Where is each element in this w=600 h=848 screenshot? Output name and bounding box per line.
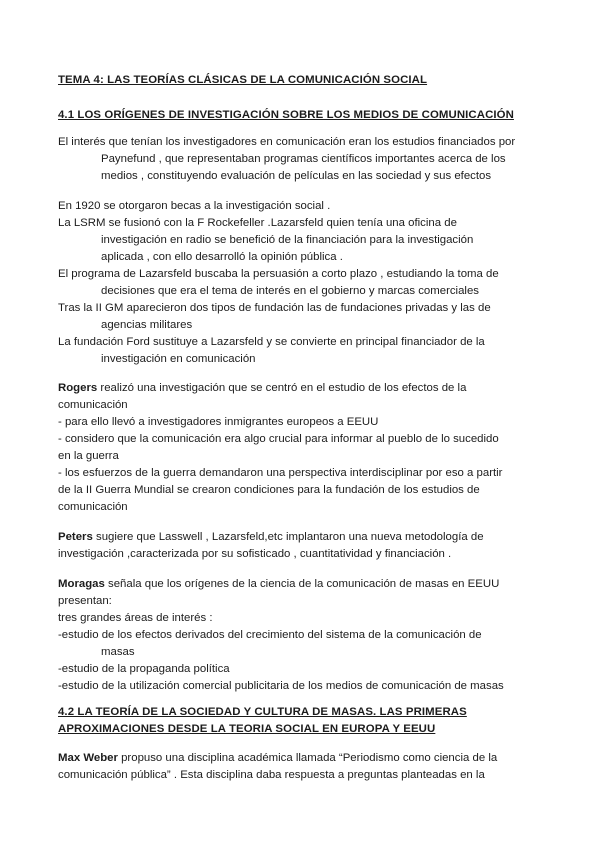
paragraph-line: aplicada , con ello desarrolló la opinión pública .: [101, 251, 343, 263]
paragraph-line: tres grandes áreas de interés :: [58, 612, 213, 624]
section-2-heading-line-2: APROXIMACIONES DESDE LA TEORIA SOCIAL EN EUROPA Y EEUU: [58, 723, 436, 735]
paragraph-line: -estudio de la utilización comercial publicitaria de los medios de comunicación de masas: [58, 680, 504, 692]
paragraph-line: - los esfuerzos de la guerra demandaron una perspectiva interdisciplinar por eso a partir: [58, 467, 503, 479]
paragraph-line: Tras la II GM aparecieron dos tipos de fundación las de fundaciones privadas y las de: [58, 302, 491, 314]
paragraph-line: La fundación Ford sustituye a Lazarsfeld y se convierte en principal financiador de la: [58, 336, 485, 348]
author-name-moragas: Moragas: [58, 578, 105, 590]
paragraph-line: presentan:: [58, 595, 112, 607]
author-name-peters: Peters: [58, 531, 93, 543]
paragraph-line: en la guerra: [58, 450, 119, 462]
author-name-rogers: Rogers: [58, 382, 98, 394]
paragraph-line: agencias militares: [101, 319, 193, 331]
paragraph-line: El programa de Lazarsfeld buscaba la persuasión a corto plazo , estudiando la toma de: [58, 268, 499, 280]
paragraph-line: La LSRM se fusionó con la F Rockefeller .Lazarsfeld quien tenía una oficina de: [58, 217, 457, 229]
paragraph-line: de la II Guerra Mundial se crearon condiciones para la fundación de los estudios de: [58, 484, 480, 496]
paragraph-line: Max Weber propuso una disciplina académica llamada “Periodismo como ciencia de la: [58, 752, 498, 764]
paragraph-line: Moragas señala que los orígenes de la ciencia de la comunicación de masas en EEUU: [58, 578, 500, 590]
paragraph-line: El interés que tenían los investigadores en comunicación eran los estudios financiados por: [58, 136, 516, 148]
author-name-weber: Max Weber: [58, 752, 118, 764]
paragraph-line: - considero que la comunicación era algo crucial para informar al pueblo de lo sucedido: [58, 433, 499, 445]
paragraph-line: -estudio de la propaganda política: [58, 663, 230, 675]
section-1-heading: 4.1 LOS ORÍGENES DE INVESTIGACIÓN SOBRE LOS MEDIOS DE COMUNICACIÓN: [58, 109, 514, 121]
paragraph-line: masas: [101, 646, 135, 658]
paragraph-line: investigación en comunicación: [101, 353, 256, 365]
document-title: TEMA 4: LAS TEORÍAS CLÁSICAS DE LA COMUNICACIÓN SOCIAL: [58, 74, 428, 86]
paragraph-line: investigación ,caracterizada por su sofisticado , cuantitatividad y financiación .: [58, 548, 452, 560]
paragraph-line: medios , constituyendo evaluación de películas en las sociedad y sus efectos: [101, 170, 492, 182]
paragraph-line: -estudio de los efectos derivados del crecimiento del sistema de la comunicación de: [58, 629, 482, 641]
paragraph-line: comunicación: [58, 501, 128, 513]
paragraph-line: investigación en radio se benefició de la financiación para la investigación: [101, 234, 474, 246]
paragraph-line: Paynefund , que representaban programas científicos importantes acerca de los: [101, 153, 506, 165]
paragraph-line: decisiones que era el tema de interés en el gobierno y marcas comerciales: [101, 285, 479, 297]
paragraph-line: comunicación pública” . Esta disciplina daba respuesta a preguntas planteadas en la: [58, 769, 485, 781]
paragraph-line: comunicación: [58, 399, 128, 411]
paragraph-line: - para ello llevó a investigadores inmigrantes europeos a EEUU: [58, 416, 379, 428]
paragraph-line: Rogers realizó una investigación que se centró en el estudio de los efectos de la: [58, 382, 467, 394]
paragraph-line: En 1920 se otorgaron becas a la investigación social .: [58, 200, 331, 212]
section-2-heading-line-1: 4.2 LA TEORÍA DE LA SOCIEDAD Y CULTURA DE MASAS. LAS PRIMERAS: [58, 706, 467, 718]
paragraph-line: Peters sugiere que Lasswell , Lazarsfeld,etc implantaron una nueva metodología de: [58, 531, 484, 543]
